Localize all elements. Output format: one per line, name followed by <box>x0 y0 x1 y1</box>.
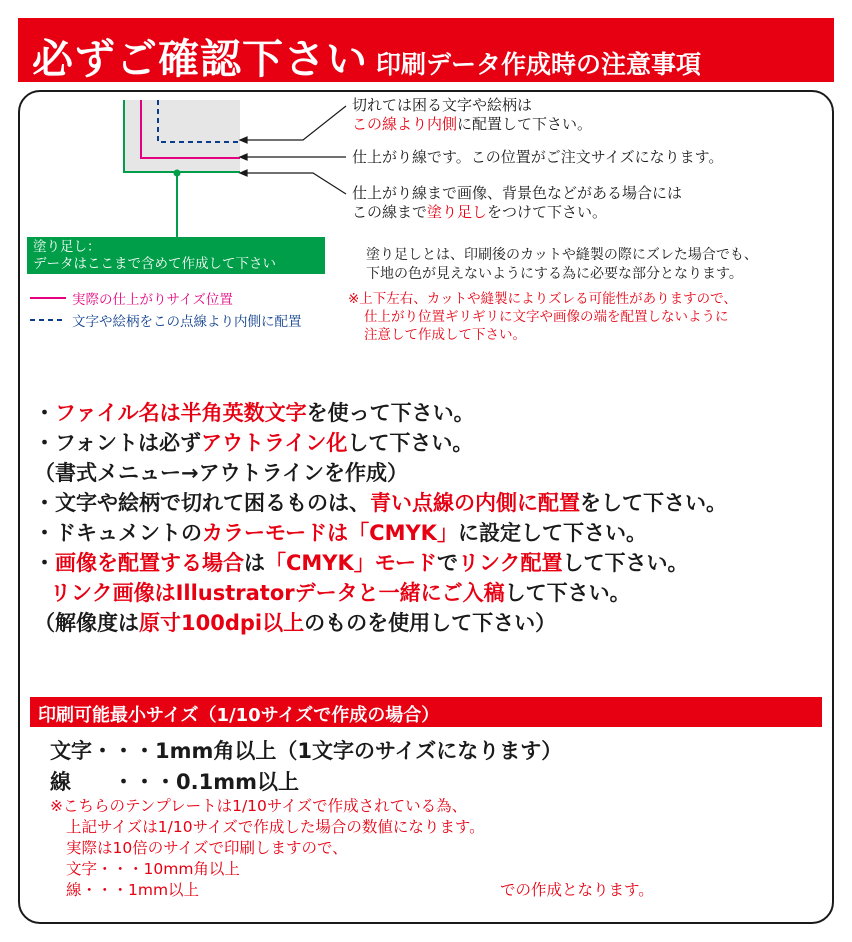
instruction-resolution: （解像度は原寸100dpi以上のものを使用して下さい） <box>34 611 557 635</box>
min-size-text: 文字・・・1mm角以上（1文字のサイズになります） <box>50 739 563 763</box>
instruction-link-submit: リンク画像はIllustratorデータと一緒にご入稿して下さい。 <box>50 581 631 605</box>
scale-note-end: での作成となります。 <box>500 881 654 899</box>
page-header <box>18 18 834 82</box>
instruction-color-mode: ・ドキュメントのカラーモードは「CMYK」に設定して下さい。 <box>34 521 647 545</box>
instruction-filename: ・ファイル名は半角英数文字を使って下さい。 <box>34 401 475 425</box>
instruction-safe-area: ・文字や絵柄で切れて困るものは、青い点線の内側に配置をして下さい。 <box>34 491 727 515</box>
shift-warning: ※上下左右、カットや縫製によりズレる可能性がありますので、 仕上がり位置ギリギリに文字や画像の端を配置しないように 注意して作成して下さい。 <box>348 291 737 343</box>
min-size-line: 線 ・・・0.1mm以上 <box>50 770 299 794</box>
header-subtitle: 印刷データ作成時の注意事項 <box>376 50 702 79</box>
bleed-label: 塗り足し： データはここまで含めて作成して下さい <box>27 237 325 274</box>
legend-safe: 文字や絵柄をこの点線より内側に配置 <box>72 314 302 330</box>
legend-trim: 実際の仕上がりサイズ位置 <box>72 292 233 308</box>
trim-line-note: 仕上がり線です。この位置がご注文サイズになります。 <box>352 148 724 166</box>
instruction-outline: ・フォントは必ずアウトライン化して下さい。 <box>34 431 474 455</box>
scale-note: ※こちらのテンプレートは1/10サイズで作成されている為、 上記サイズは1/10サイズで作成した場合の数値になります。 実際は10倍のサイズで印刷しますので、 文字・・・10mm角以上 線・・・1mm以上 <box>50 797 485 899</box>
bleed-description: 塗り足しとは、印刷後のカットや縫製の際にズレた場合でも、 下地の色が見えないようにする為に必要な部分となります。 <box>366 247 758 282</box>
instruction-outline-menu: （書式メニュー→アウトラインを作成） <box>34 461 408 485</box>
min-size-header: 印刷可能最小サイズ（1/10サイズで作成の場合） <box>30 697 822 727</box>
header-title: 必ずご確認下さい <box>32 35 368 83</box>
instructions <box>34 398 727 638</box>
safe-area-note: 切れては困る文字や絵柄は この線より内側に配置して下さい。 <box>352 96 593 133</box>
bleed-note: 仕上がり線まで画像、背景色などがある場合には この線まで塗り足しをつけて下さい。 <box>352 184 683 221</box>
instruction-image-link: ・画像を配置する場合は「CMYK」モードでリンク配置して下さい。 <box>34 551 689 575</box>
